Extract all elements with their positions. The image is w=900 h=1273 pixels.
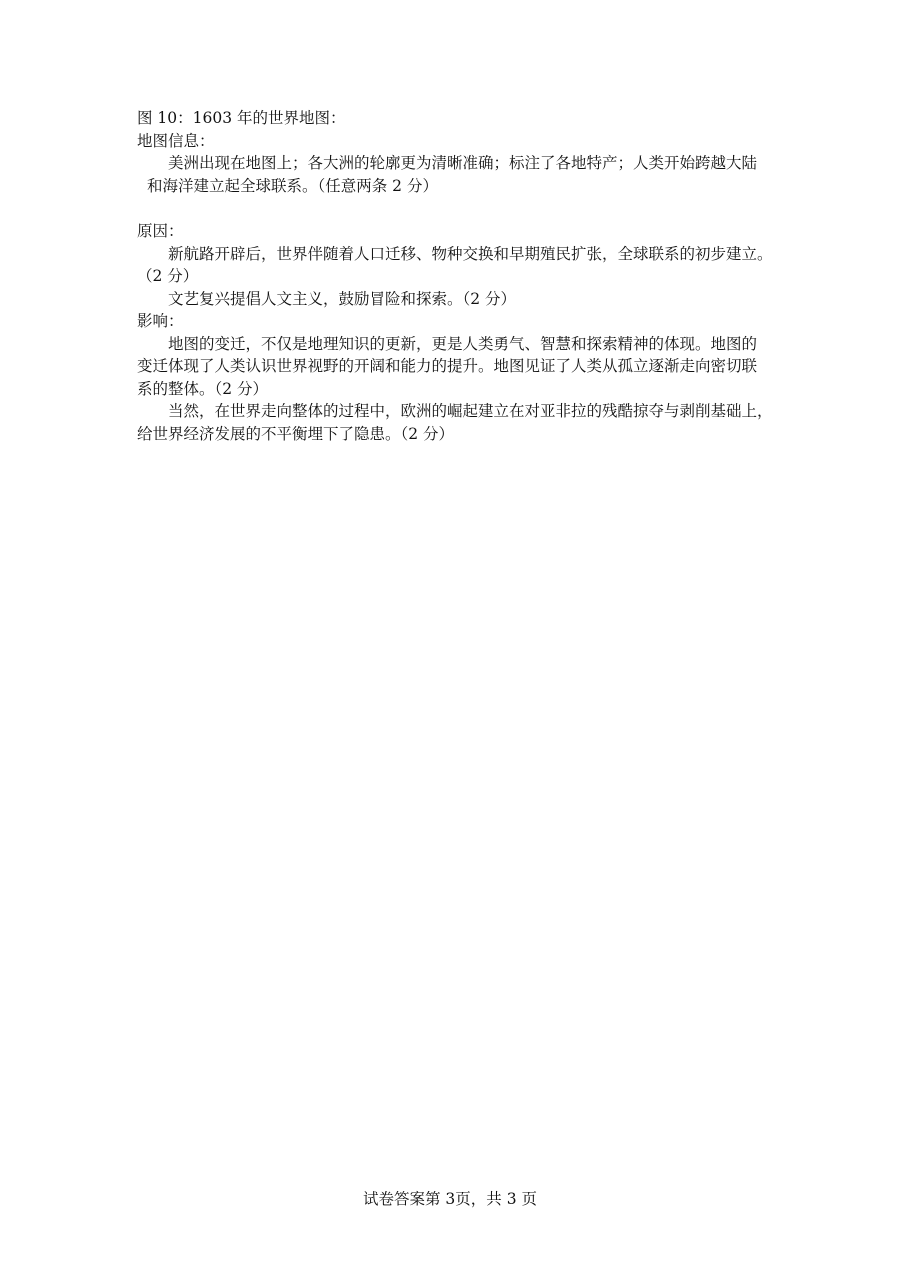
map-info-heading: 地图信息： — [137, 131, 215, 150]
reasons-para-1-line-1: 新航路开辟后，世界伴随着人口迁移、物种交换和早期殖民扩张，全球联系的初步建立。 — [168, 244, 773, 263]
page-footer: 试卷答案第 3页，共 3 页 — [362, 1190, 537, 1208]
reasons-heading: 原因： — [137, 222, 184, 240]
map-info-line-2: 和海洋建立起全球联系。（任意两条 2 分） — [147, 176, 438, 195]
section-title: 图 10：1603 年的世界地图： — [137, 109, 346, 127]
impact-para-1-line-2: 变迁体现了人类认识世界视野的开阔和能力的提升。地图见证了人类从孤立逐渐走向密切联 — [137, 357, 758, 375]
answer-content — [137, 107, 777, 445]
impact-para-1-line-1: 地图的变迁，不仅是地理知识的更新，更是人类勇气、智慧和探索精神的体现。地图的 — [168, 334, 758, 353]
impact-para-1-line-3: 系的整体。（2 分） — [137, 379, 269, 398]
reasons-para-2: 文艺复兴提倡人文主义，鼓励冒险和探索。（2 分） — [168, 289, 517, 308]
impact-para-2-line-1: 当然，在世界走向整体的过程中，欧洲的崛起建立在对亚非拉的残酷掠夺与剥削基础上， — [168, 402, 773, 420]
impact-para-2-line-2: 给世界经济发展的不平衡埋下了隐患。（2 分） — [137, 424, 455, 443]
spacer — [137, 197, 777, 220]
reasons-para-1-line-2: （2 分） — [137, 267, 199, 285]
map-info-line-1: 美洲出现在地图上；各大洲的轮廓更为清晰准确；标注了各地特产；人类开始跨越大陆 — [168, 154, 758, 172]
impact-heading: 影响： — [137, 312, 184, 330]
